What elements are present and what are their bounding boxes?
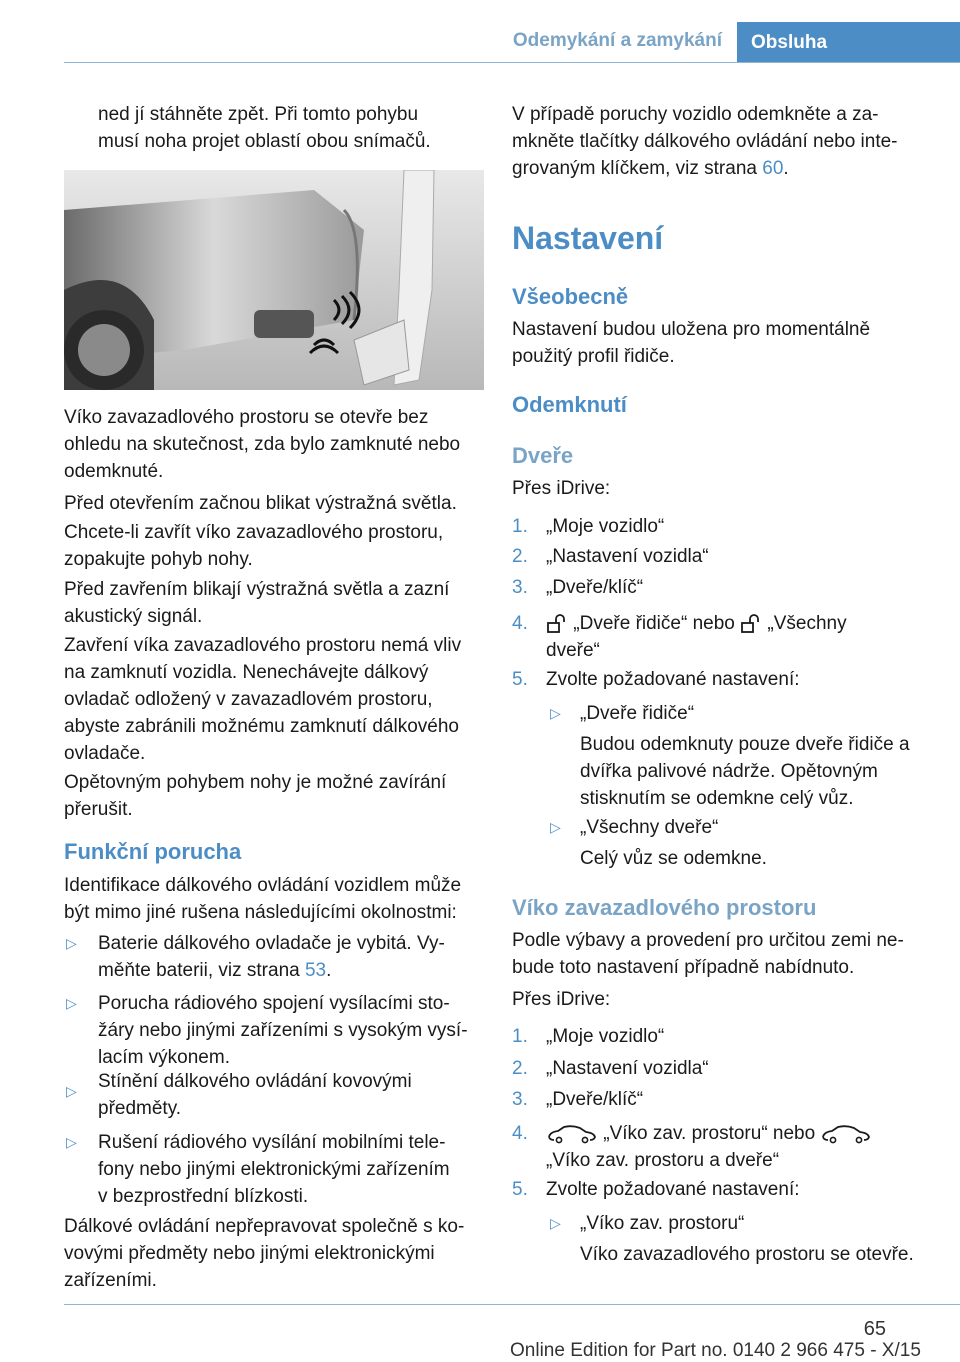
bullet4-line-1: Rušení rádiového vysílání mobilními tele‐ <box>98 1132 446 1153</box>
trunk-step-1: „Moje vozidlo“ <box>546 1026 665 1047</box>
doors-step-1: „Moje vozidlo“ <box>546 516 665 537</box>
bullet3-line-1: Stínění dálkového ovládání kovovými <box>98 1071 412 1092</box>
bullet4-line-3: v bezprostřední blízkosti. <box>98 1186 309 1207</box>
doors-option-driver-desc-3: stisknutím se odemkne celý vůz. <box>580 788 854 809</box>
para-close-line-2: zopakujte pohyb nohy. <box>64 549 253 570</box>
para-lock-line-1: Zavření víka zavazadlového prostoru nemá vliv <box>64 635 462 656</box>
header-rule <box>64 62 960 63</box>
para-lock-line-5: ovladače. <box>64 743 146 764</box>
bullet4-line-2: fony nebo jinými elektronickými zařízením <box>98 1159 450 1180</box>
general-text-line-1: Nastavení budou uložena pro momentálně <box>512 319 871 340</box>
car-trunk-icon <box>820 1123 872 1145</box>
doors-step-3: „Dveře/klíč“ <box>546 577 644 598</box>
step-number: 1. <box>512 1026 528 1047</box>
para-interrupt-line-1: Opětovným pohybem nohy je možné zavírání <box>64 772 447 793</box>
trunk-step-3: „Dveře/klíč“ <box>546 1089 644 1110</box>
para-lights: Před otevřením začnou blikat výstražná světla. <box>64 493 457 514</box>
trunk-step-5: Zvolte požadované nastavení: <box>546 1179 800 1200</box>
para-lock-line-2: na zamknutí vozidla. Nenechávejte dálkový <box>64 662 429 683</box>
para-lock-line-4: abyste zabránili možnému zamknutí dálkového <box>64 716 459 737</box>
unlock-icon <box>740 614 762 634</box>
doors-step-4-line-1: „Dveře řidiče“ nebo „Všechny <box>546 610 847 637</box>
trunk-step-2: „Nastavení vozidla“ <box>546 1058 709 1079</box>
page-link-60[interactable]: 60 <box>762 158 784 179</box>
general-text-line-2: použitý profil řidiče. <box>512 346 675 367</box>
para-close-line-1: Chcete-li zavřít víko zavazadlového prostoru, <box>64 522 444 543</box>
unlock-icon <box>546 614 568 634</box>
step-number: 5. <box>512 669 528 690</box>
bullet2-line-2: žáry nebo jinými zařízeními s vysokým vysí‐ <box>98 1020 468 1041</box>
bullet-triangle-icon: ▷ <box>550 1215 561 1231</box>
trunk-step-4-line-1: „Víko zav. prostoru“ nebo <box>546 1120 872 1147</box>
doors-option-all-desc: Celý vůz se odemkne. <box>580 848 767 869</box>
fault-intro-line-1: Identifikace dálkového ovládání vozidlem může <box>64 875 462 896</box>
step-number: 2. <box>512 546 528 567</box>
bullet-triangle-icon: ▷ <box>66 995 77 1011</box>
page-number: 65 <box>863 1318 886 1340</box>
doors-heading: Dveře <box>512 443 574 468</box>
closing-line-2: vovými předměty nebo jinými elektronickými <box>64 1243 435 1264</box>
doors-step-4-line-2: dveře“ <box>546 640 600 661</box>
general-heading: Všeobecně <box>512 284 629 309</box>
step-number: 3. <box>512 1089 528 1110</box>
fault-intro-line-2: být mimo jiné rušena následujícími okolnostmi: <box>64 902 457 923</box>
right-intro-line-3: grovaným klíčkem, viz strana 60. <box>512 158 789 179</box>
trunk-text-line-2: bude toto nastavení případně nabídnuto. <box>512 957 855 978</box>
fault-heading: Funkční porucha <box>64 839 242 864</box>
bullet2-line-1: Porucha rádiového spojení vysílacími sto‐ <box>98 993 450 1014</box>
para-open-line-1: Víko zavazadlového prostoru se otevře bez <box>64 407 429 428</box>
step-number: 5. <box>512 1179 528 1200</box>
via-idrive-label-2: Přes iDrive: <box>512 989 611 1010</box>
edition-footer: Online Edition for Part no. 0140 2 966 475 - X/15 <box>510 1340 921 1361</box>
bullet1-line-1: Baterie dálkového ovladače je vybitá. Vy‐ <box>98 933 445 954</box>
running-header-section: Odemykání a zamykání <box>512 30 722 51</box>
para-lock-line-3: ovladač odložený v zavazadlovém prostoru, <box>64 689 433 710</box>
step-number: 4. <box>512 1123 528 1144</box>
bullet2-line-3: lacím výkonem. <box>98 1047 230 1068</box>
step-number: 3. <box>512 577 528 598</box>
step-number: 1. <box>512 516 528 537</box>
trunk-step-4-line-2: „Víko zav. prostoru a dveře“ <box>546 1150 780 1171</box>
right-intro-line-1: V případě poruchy vozidlo odemkněte a za‐ <box>512 104 879 125</box>
trunk-heading: Víko zavazadlového prostoru <box>512 895 817 920</box>
doors-step-2: „Nastavení vozidla“ <box>546 546 709 567</box>
para-signal-line-1: Před zavřením blikají výstražná světla a zazní <box>64 579 450 600</box>
doors-step-5: Zvolte požadované nastavení: <box>546 669 800 690</box>
step-number: 2. <box>512 1058 528 1079</box>
para-open-line-2: ohledu na skutečnost, zda bylo zamknuté nebo <box>64 434 461 455</box>
doors-option-driver: „Dveře řidiče“ <box>580 703 695 724</box>
bullet-triangle-icon: ▷ <box>550 819 561 835</box>
bullet-triangle-icon: ▷ <box>66 1083 77 1099</box>
para-open-line-3: odemknuté. <box>64 461 164 482</box>
doors-option-all: „Všechny dveře“ <box>580 817 719 838</box>
trunk-option-lid-desc: Víko zavazadlového prostoru se otevře. <box>580 1244 914 1265</box>
para-interrupt-line-2: přerušit. <box>64 799 133 820</box>
trunk-foot-illustration <box>64 170 484 390</box>
via-idrive-label: Přes iDrive: <box>512 478 611 499</box>
unlock-heading: Odemknutí <box>512 392 627 417</box>
trunk-text-line-1: Podle výbavy a provedení pro určitou zemi ne‐ <box>512 930 904 951</box>
bullet1-line-2: měňte baterii, viz strana 53. <box>98 960 332 981</box>
running-header-tab: Obsluha <box>737 22 960 63</box>
right-intro-line-2: mkněte tlačítky dálkového ovládání nebo inte‐ <box>512 131 898 152</box>
closing-line-3: zařízeními. <box>64 1270 157 1291</box>
intro-line-2: musí noha projet oblastí obou snímačů. <box>98 131 431 152</box>
step-number: 4. <box>512 613 528 634</box>
para-signal-line-2: akustický signál. <box>64 606 203 627</box>
doors-option-driver-desc-1: Budou odemknuty pouze dveře řidiče a <box>580 734 910 755</box>
settings-heading: Nastavení <box>512 220 664 256</box>
bullet-triangle-icon: ▷ <box>550 705 561 721</box>
bullet3-line-2: předměty. <box>98 1098 182 1119</box>
page-link-53[interactable]: 53 <box>304 960 327 981</box>
footer-rule <box>64 1304 960 1305</box>
intro-line-1: ned jí stáhněte zpět. Při tomto pohybu <box>98 104 419 125</box>
bullet-triangle-icon: ▷ <box>66 1134 77 1150</box>
car-trunk-icon <box>546 1123 598 1145</box>
closing-line-1: Dálkové ovládání nepřepravovat společně s ko‐ <box>64 1216 465 1237</box>
bullet-triangle-icon: ▷ <box>66 935 77 951</box>
doors-option-driver-desc-2: dvířka palivové nádrže. Opětovným <box>580 761 878 782</box>
trunk-option-lid: „Víko zav. prostoru“ <box>580 1213 745 1234</box>
